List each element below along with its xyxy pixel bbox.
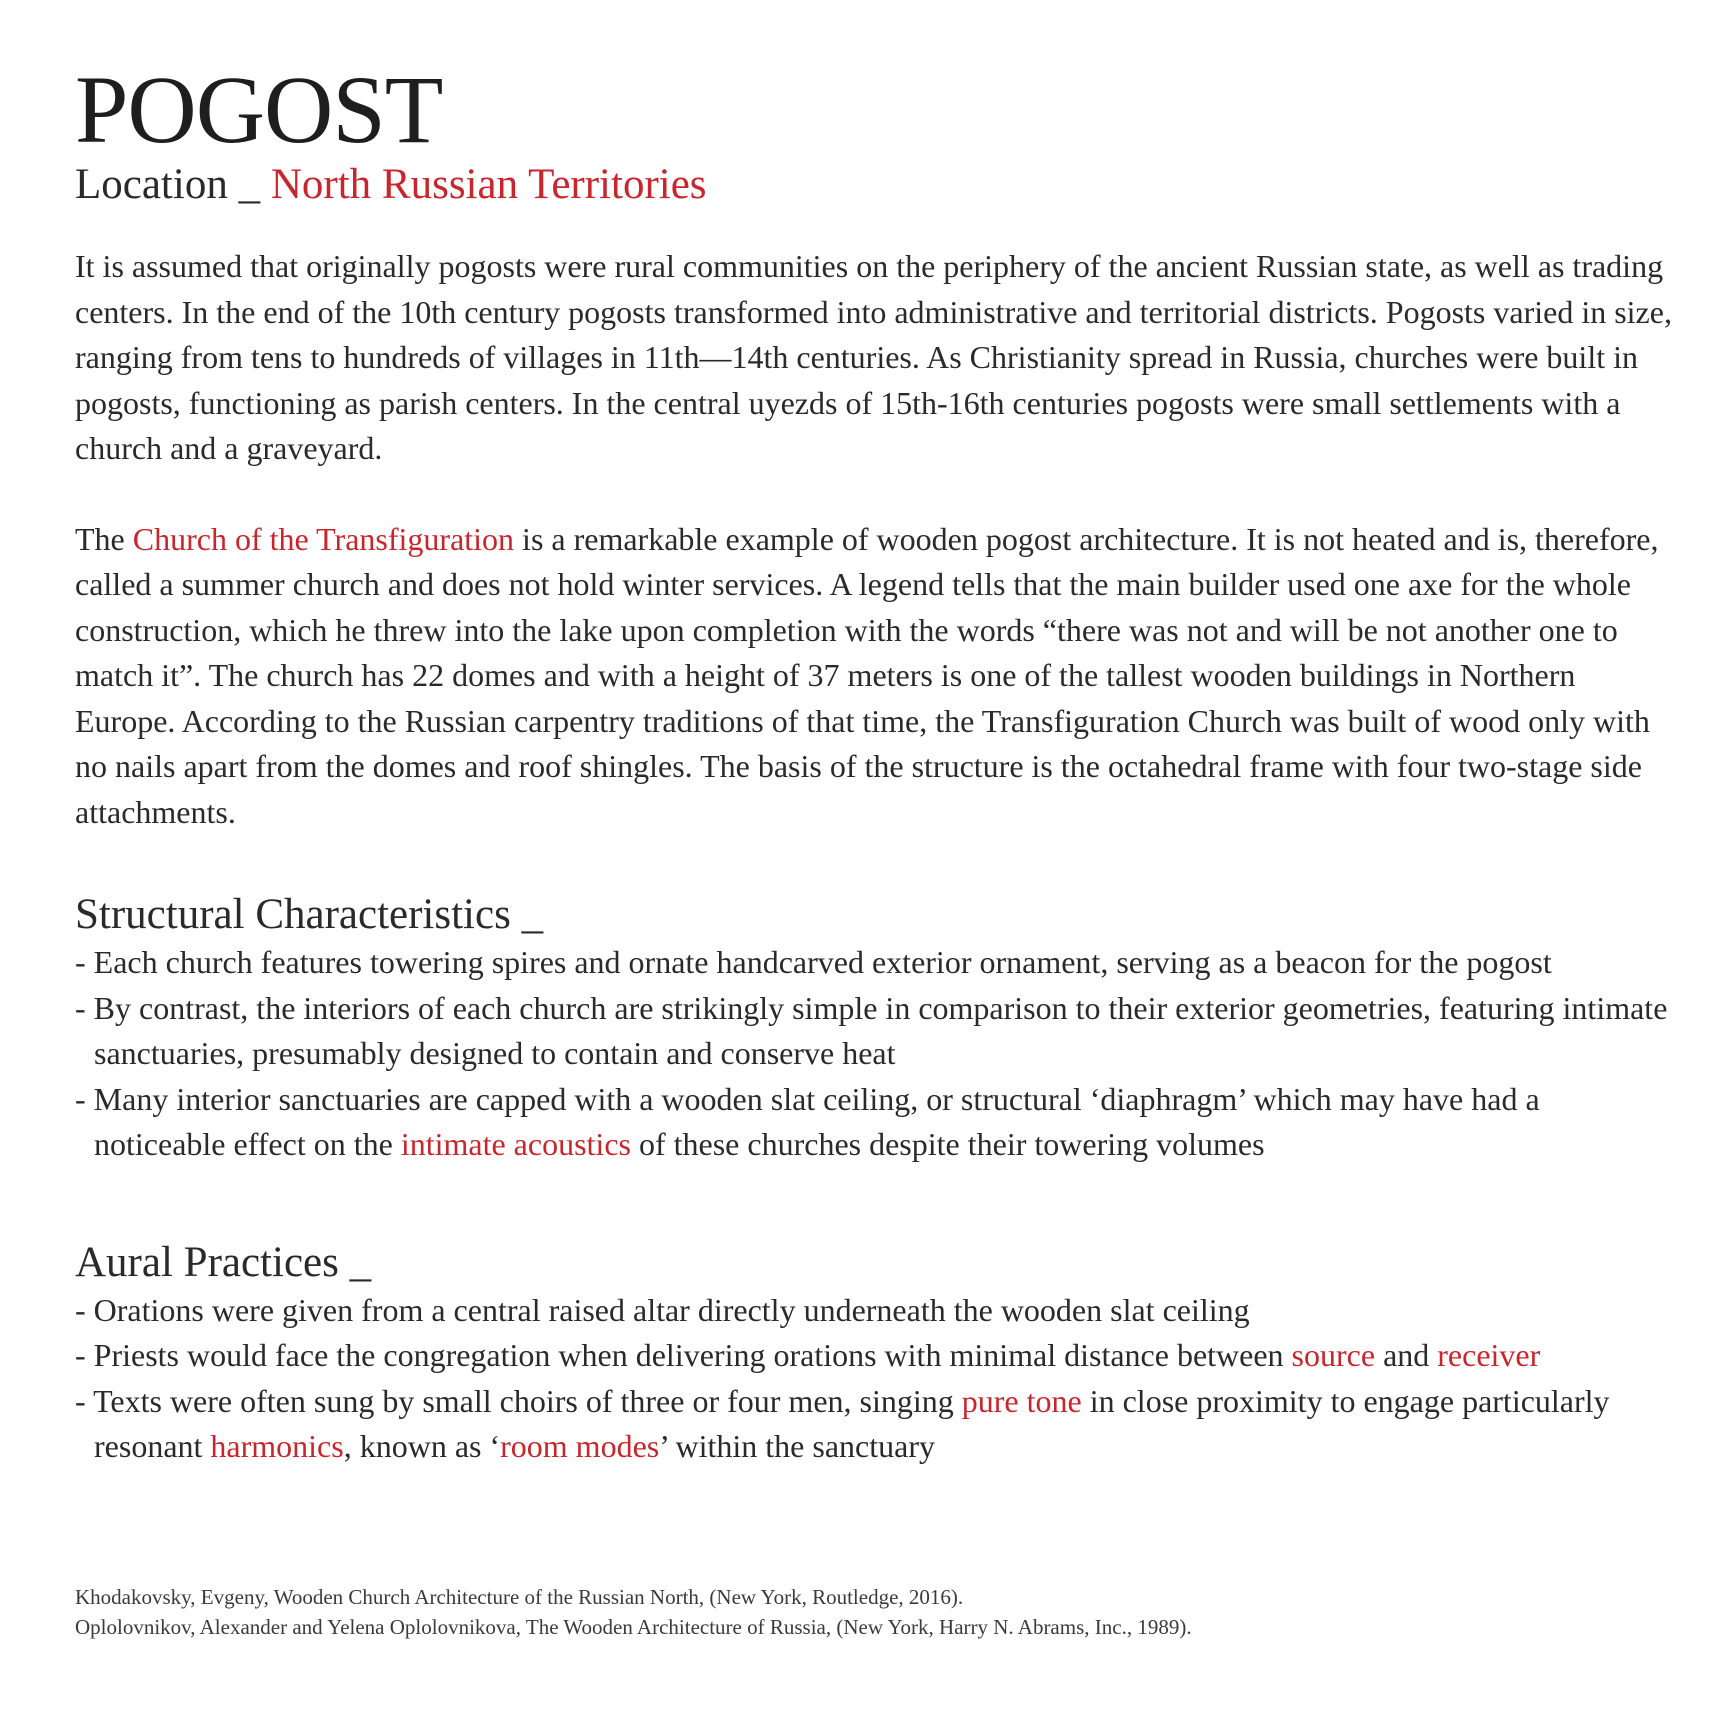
document-page bbox=[75, 56, 1675, 1470]
item-text: , known as ‘ bbox=[343, 1428, 501, 1464]
structural-heading: Structural Characteristics _ bbox=[75, 891, 544, 938]
paragraph-2-start: The bbox=[75, 520, 133, 557]
aural-list bbox=[75, 1288, 1675, 1470]
location-label: Location _ bbox=[75, 161, 271, 208]
item-text: - Texts were often sung by small choirs of three or four men, singing bbox=[75, 1382, 962, 1419]
receiver-highlight: receiver bbox=[1437, 1337, 1541, 1373]
list-item: - By contrast, the interiors of each church are strikingly simple in comparison to their exterior geometries, featuring intimate sanctuaries, presumably designed to contain and conserve heat bbox=[75, 989, 1668, 1071]
list-item: - Each church features towering spires and ornate handcarved exterior ornament, serving as a beacon for the pogost bbox=[75, 944, 1552, 980]
list-item bbox=[75, 1333, 1675, 1379]
source-highlight: source bbox=[1291, 1337, 1376, 1373]
reference-1: Khodakovsky, Evgeny, Wooden Church Architecture of the Russian North, (New York, Routledge, 2016). bbox=[75, 1585, 964, 1609]
intro-paragraph-2 bbox=[75, 517, 1675, 836]
acoustics-highlight: intimate acoustics bbox=[400, 1126, 631, 1162]
list-item bbox=[75, 1379, 1675, 1470]
church-highlight: Church of the Transfiguration bbox=[132, 520, 515, 557]
list-item bbox=[75, 1077, 1675, 1168]
harmonics-highlight: harmonics bbox=[210, 1428, 344, 1464]
intro-paragraph-1: It is assumed that originally pogosts were rural communities on the periphery of the ancient Russian state, as well as trading centers. In the end of the 10th century pogosts transformed into administrative and territorial districts. Pogosts varied in size, ranging from tens to hundreds of villages in 11th—14th centuries. As Christianity spread in Russia, churches were built in pogosts, functioning as parish centers. In the central uyezds of 15th-16th centuries pogosts were small settlements with a church and a graveyard. bbox=[75, 248, 1672, 466]
location-value: North Russian Territories bbox=[270, 161, 707, 208]
room-modes-highlight: room modes bbox=[500, 1428, 660, 1464]
list-item: - Orations were given from a central raised altar directly underneath the wooden slat ceiling bbox=[75, 1291, 1250, 1328]
item-text: and bbox=[1375, 1337, 1438, 1373]
reference-2: Oplolovnikov, Alexander and Yelena Oplolovnikova, The Wooden Architecture of Russia, (New York, Harry N. Abrams, Inc., 1989). bbox=[75, 1615, 1192, 1639]
item-text: - Many interior sanctuaries are capped with a wooden slat ceiling, or structural ‘diaphragm’ which may have had a noticeable effect on the bbox=[75, 1080, 1540, 1162]
pure-tone-highlight: pure tone bbox=[961, 1382, 1082, 1419]
paragraph-2-rest: is a remarkable example of wooden pogost architecture. It is not heated and is, therefore, called a summer church and does not hold winter services. A legend tells that the main builder used one axe for the whole construction, which he threw into the lake upon completion with the words “there was not and will be not another one to match it”. The church has 22 domes and with a height of 37 meters is one of the tallest wooden buildings in Northern Europe. According to the Russian carpentry traditions of that time, the Transfiguration Church was built of wood only with no nails apart from the domes and roof shingles. The basis of the structure is the octahedral frame with four two-stage side attachments. bbox=[75, 520, 1659, 830]
page-title: POGOST bbox=[75, 56, 443, 163]
item-text: - Priests would face the congregation when delivering orations with minimal distance between bbox=[75, 1337, 1292, 1373]
item-text: ’ within the sanctuary bbox=[659, 1428, 935, 1464]
structural-list bbox=[75, 940, 1675, 1168]
item-text: in close proximity to engage particularly resonant bbox=[94, 1382, 1610, 1464]
item-text: of these churches despite their towering volumes bbox=[630, 1126, 1265, 1162]
location-subtitle bbox=[75, 160, 1675, 210]
aural-heading: Aural Practices _ bbox=[75, 1238, 372, 1286]
references bbox=[75, 1582, 1625, 1642]
